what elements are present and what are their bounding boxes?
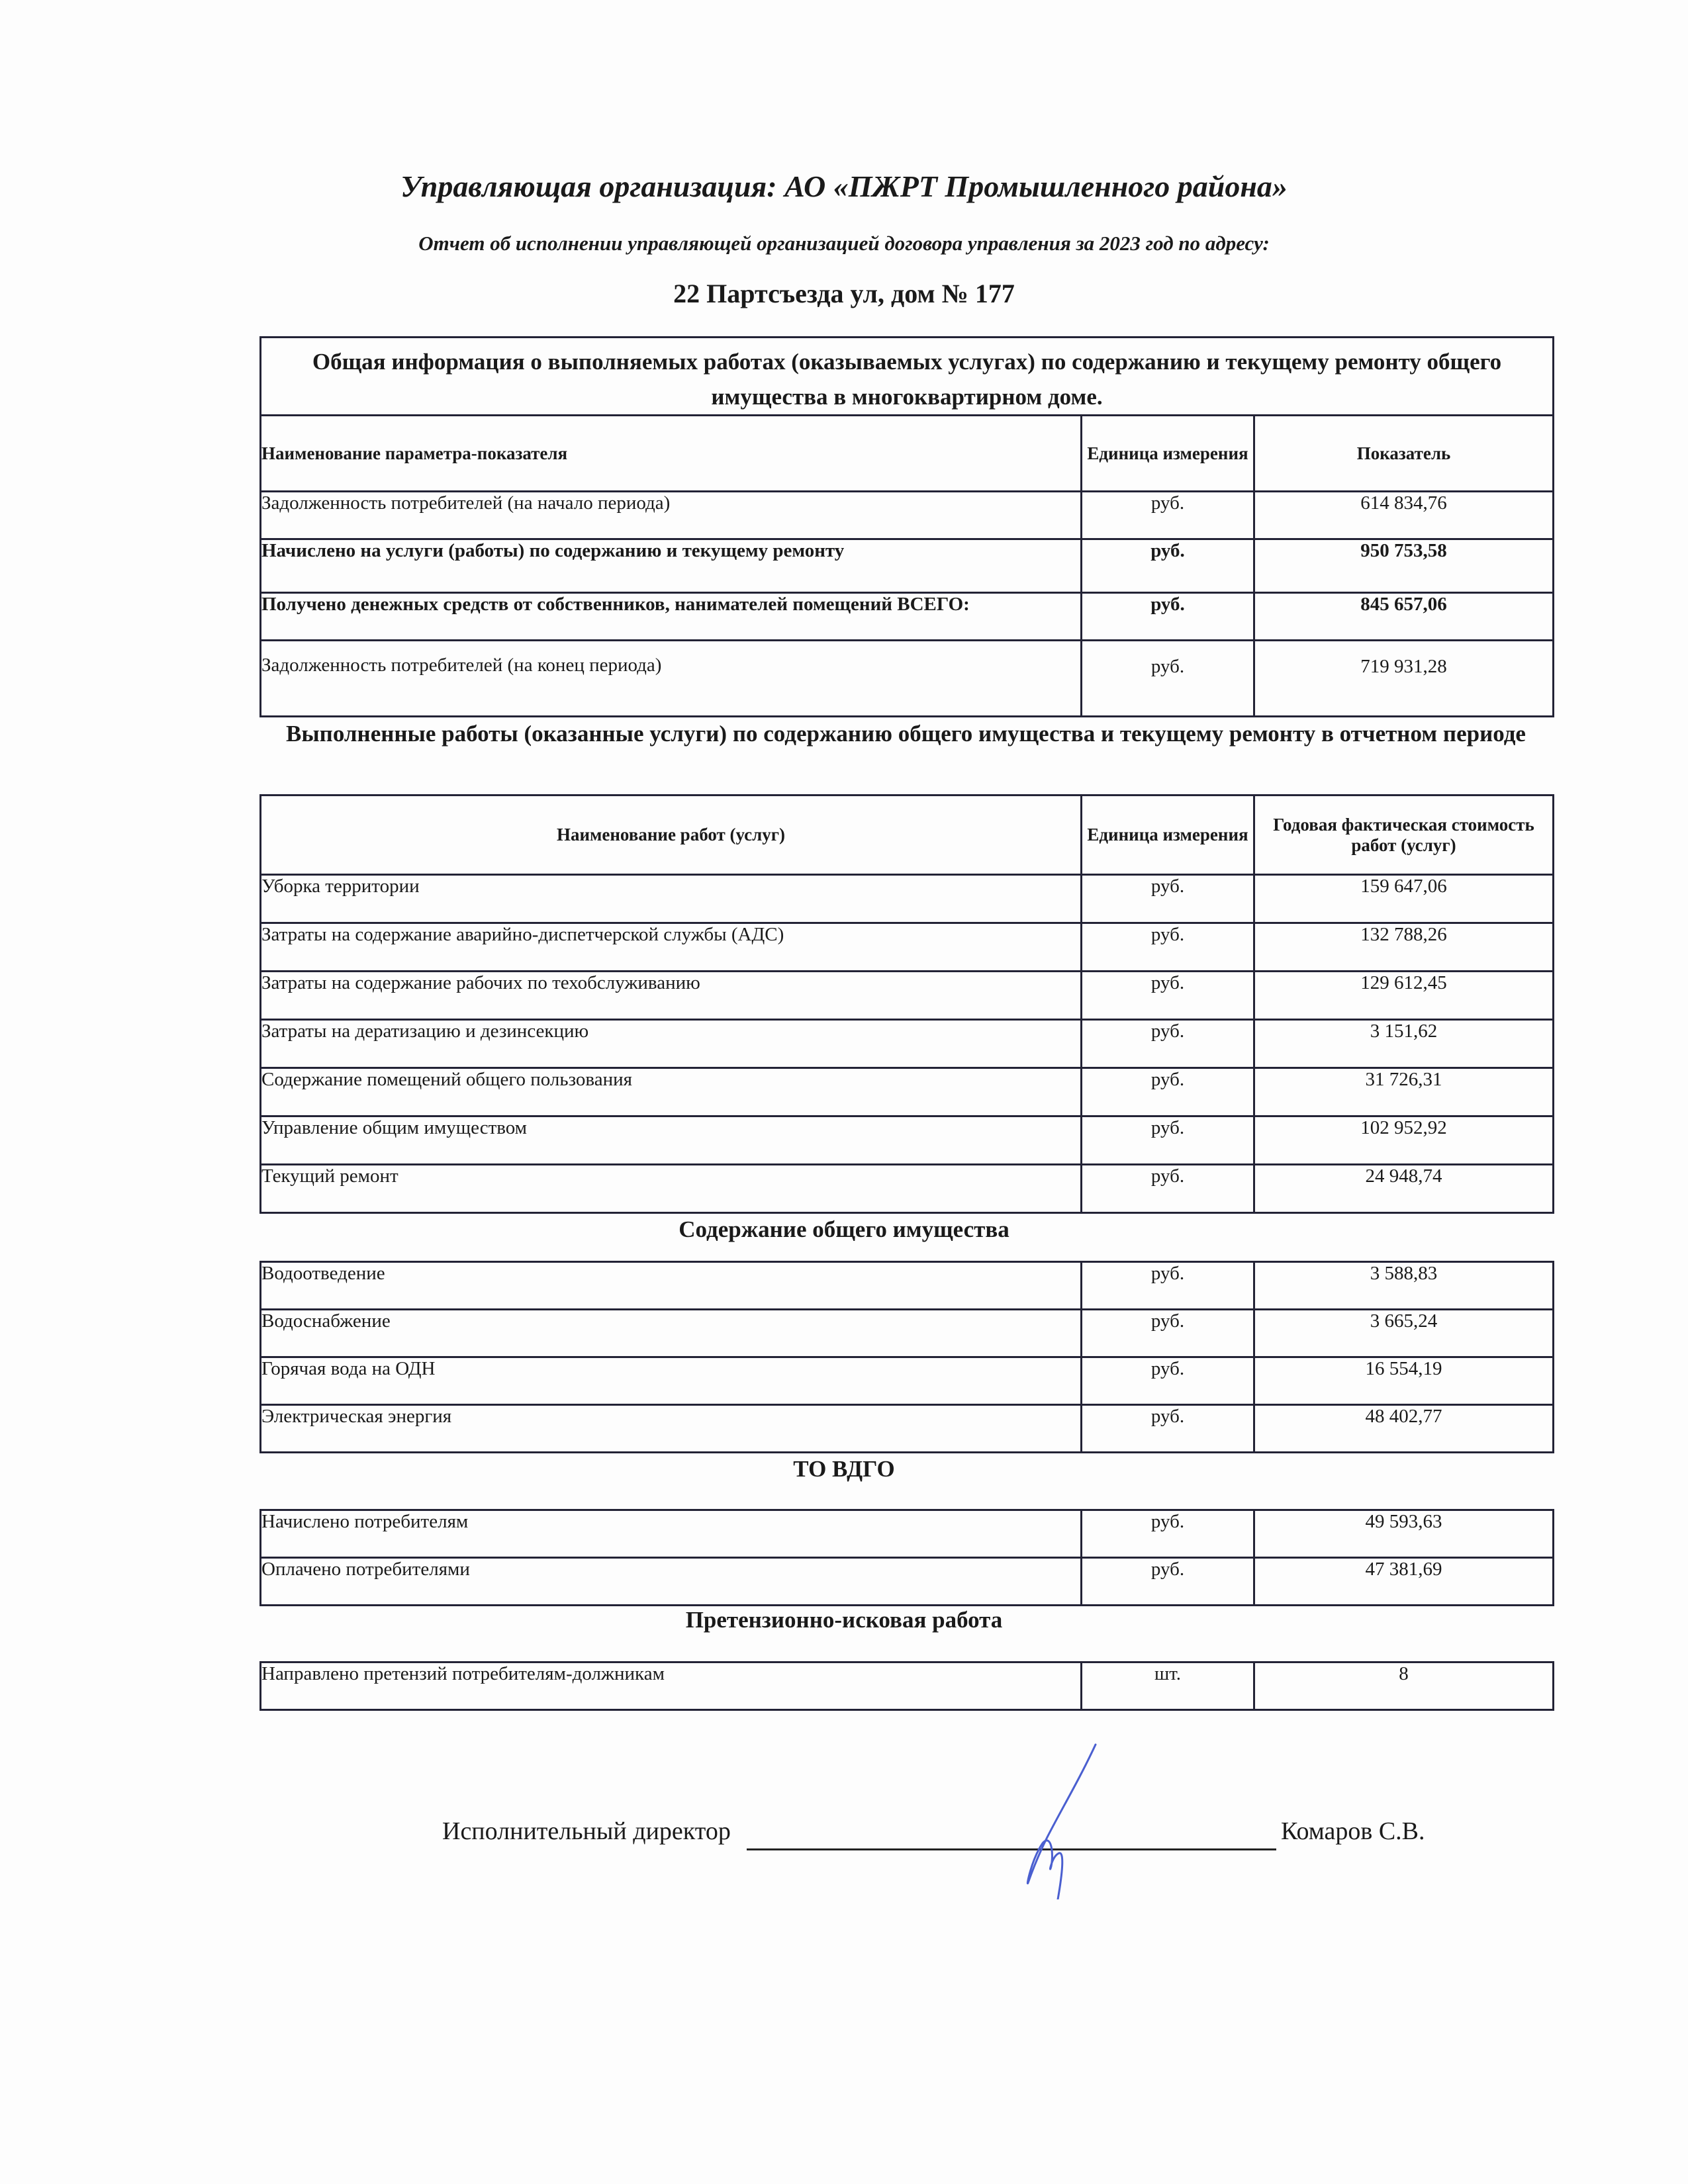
row-name: Управление общим имуществом	[261, 1116, 1082, 1165]
table-row	[261, 1116, 1554, 1165]
organization-title: Управляющая организация: АО «ПЖРТ Промышленного района»	[400, 169, 1288, 203]
table-row	[261, 1068, 1554, 1116]
row-unit: шт.	[1082, 1662, 1254, 1710]
row-name: Затраты на дератизацию и дезинсекцию	[261, 1020, 1082, 1068]
column-header-parameter: Наименование параметра-показателя	[261, 416, 1082, 492]
common-property-table	[259, 1261, 1554, 1453]
row-name: Горячая вода на ОДН	[261, 1357, 1082, 1405]
row-unit: руб.	[1082, 1405, 1254, 1453]
row-unit: руб.	[1082, 1262, 1254, 1310]
row-name: Начислено на услуги (работы) по содержанию и текущему ремонту	[261, 539, 1082, 593]
table-row	[261, 972, 1554, 1020]
row-value: 24 948,74	[1254, 1165, 1554, 1213]
column-header-work-name: Наименование работ (услуг)	[261, 796, 1082, 875]
vdgo-title: ТО ВДГО	[793, 1456, 895, 1482]
vdgo-table	[259, 1509, 1554, 1606]
table-row	[261, 539, 1554, 593]
signatory-name: Комаров С.В.	[1281, 1817, 1425, 1845]
row-name: Задолженность потребителей (на конец периода)	[261, 641, 1082, 717]
table-row	[261, 1558, 1554, 1606]
general-info-caption: Общая информация о выполняемых работах (оказываемых услугах) по содержанию и текущему ремонту общего имущества в многоквартирном доме.	[261, 338, 1554, 416]
row-unit: руб.	[1082, 1310, 1254, 1357]
works-table	[259, 794, 1554, 1214]
table-row	[261, 1310, 1554, 1357]
row-value: 129 612,45	[1254, 972, 1554, 1020]
row-name: Начислено потребителям	[261, 1510, 1082, 1558]
row-value: 719 931,28	[1254, 641, 1554, 717]
table-row	[261, 1165, 1554, 1213]
table-row	[261, 1020, 1554, 1068]
row-unit: руб.	[1082, 972, 1254, 1020]
general-info-table	[259, 336, 1554, 717]
table-row	[261, 1662, 1554, 1710]
table-row	[261, 593, 1554, 641]
table-row	[261, 641, 1554, 717]
row-unit: руб.	[1082, 1068, 1254, 1116]
row-value: 48 402,77	[1254, 1405, 1554, 1453]
row-value: 845 657,06	[1254, 593, 1554, 641]
table-row	[261, 1262, 1554, 1310]
row-value: 31 726,31	[1254, 1068, 1554, 1116]
row-name: Электрическая энергия	[261, 1405, 1082, 1453]
row-name: Содержание помещений общего пользования	[261, 1068, 1082, 1116]
column-header-unit: Единица измерения	[1082, 416, 1254, 492]
row-unit: руб.	[1082, 641, 1254, 717]
table-row	[261, 875, 1554, 923]
column-header-value: Показатель	[1254, 416, 1554, 492]
table-row	[261, 1510, 1554, 1558]
report-subtitle: Отчет об исполнении управляющей организацией договора управления за 2023 год по адресу:	[418, 232, 1270, 255]
row-name: Задолженность потребителей (на начало периода)	[261, 492, 1082, 539]
row-value: 159 647,06	[1254, 875, 1554, 923]
row-name: Оплачено потребителями	[261, 1558, 1082, 1606]
row-unit: руб.	[1082, 492, 1254, 539]
row-value: 3 151,62	[1254, 1020, 1554, 1068]
table-row	[261, 492, 1554, 539]
row-name: Затраты на содержание рабочих по техобслуживанию	[261, 972, 1082, 1020]
row-name: Уборка территории	[261, 875, 1082, 923]
row-unit: руб.	[1082, 1165, 1254, 1213]
column-header-unit: Единица измерения	[1082, 796, 1254, 875]
building-address: 22 Партсъезда ул, дом № 177	[673, 279, 1015, 308]
handwritten-signature-icon	[980, 1741, 1112, 1899]
row-unit: руб.	[1082, 539, 1254, 593]
table-row	[261, 1405, 1554, 1453]
row-name: Направлено претензий потребителям-должникам	[261, 1662, 1082, 1710]
row-unit: руб.	[1082, 1510, 1254, 1558]
table-row	[261, 1357, 1554, 1405]
row-name: Получено денежных средств от собственников, нанимателей помещений ВСЕГО:	[261, 593, 1082, 641]
row-unit: руб.	[1082, 1020, 1254, 1068]
row-value: 3 588,83	[1254, 1262, 1554, 1310]
signatory-position: Исполнительный директор	[442, 1817, 731, 1845]
row-value: 49 593,63	[1254, 1510, 1554, 1558]
row-unit: руб.	[1082, 923, 1254, 972]
row-name: Затраты на содержание аварийно-диспетчерской службы (АДС)	[261, 923, 1082, 972]
table-row	[261, 923, 1554, 972]
row-name: Водоснабжение	[261, 1310, 1082, 1357]
row-value: 614 834,76	[1254, 492, 1554, 539]
row-value: 132 788,26	[1254, 923, 1554, 972]
row-unit: руб.	[1082, 875, 1254, 923]
common-property-title: Содержание общего имущества	[679, 1216, 1009, 1242]
row-value: 47 381,69	[1254, 1558, 1554, 1606]
row-unit: руб.	[1082, 1116, 1254, 1165]
claims-table	[259, 1661, 1554, 1711]
row-value: 16 554,19	[1254, 1357, 1554, 1405]
row-unit: руб.	[1082, 1357, 1254, 1405]
row-value: 8	[1254, 1662, 1554, 1710]
row-value: 950 753,58	[1254, 539, 1554, 593]
row-name: Водоотведение	[261, 1262, 1082, 1310]
row-name: Текущий ремонт	[261, 1165, 1082, 1213]
row-value: 3 665,24	[1254, 1310, 1554, 1357]
column-header-annual-cost: Годовая фактическая стоимость работ (услуг)	[1254, 796, 1554, 875]
row-value: 102 952,92	[1254, 1116, 1554, 1165]
works-section-title: Выполненные работы (оказанные услуги) по содержанию общего имущества и текущему ремонту в отчетном периоде	[286, 721, 1526, 747]
row-unit: руб.	[1082, 1558, 1254, 1606]
claims-title: Претензионно-исковая работа	[685, 1607, 1003, 1633]
row-unit: руб.	[1082, 593, 1254, 641]
